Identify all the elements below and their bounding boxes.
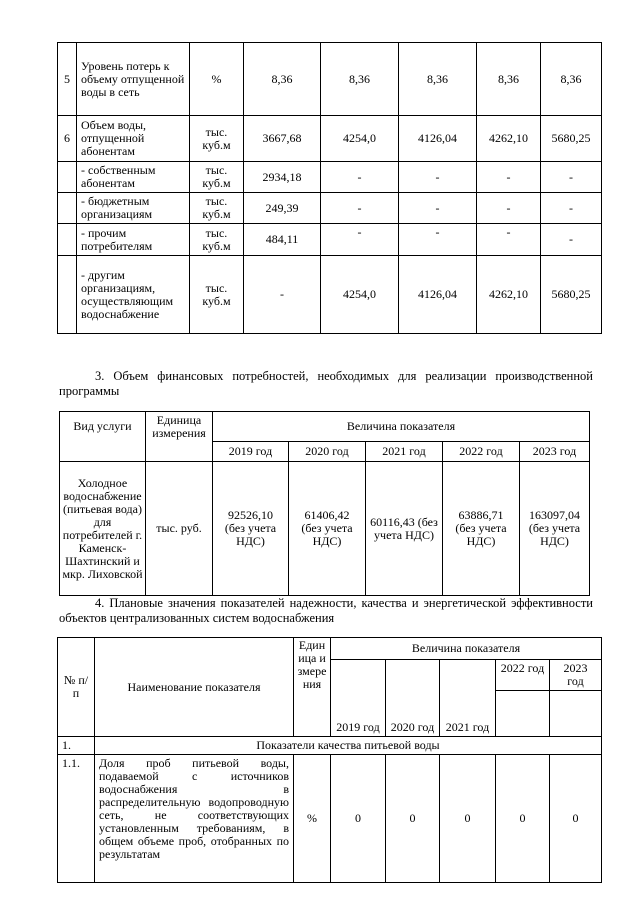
table-row	[58, 256, 602, 334]
value-2021: 4126,04	[399, 256, 477, 334]
value-2020: 8,36	[321, 43, 399, 116]
value-2019: 92526,10 (без учета НДС)	[213, 462, 289, 596]
unit-cell: %	[190, 43, 244, 116]
header-num: № п/п	[58, 638, 95, 737]
value-2019: 8,36	[244, 43, 321, 116]
year-header: 2020 год	[289, 442, 366, 462]
table-header-row	[58, 638, 602, 660]
header-unit: Единица измерения	[146, 412, 213, 462]
financial-needs-table	[59, 411, 590, 596]
table-row	[60, 462, 590, 596]
value-2020: 61406,42 (без учета НДС)	[289, 462, 366, 596]
value-2020: 4254,0	[321, 256, 399, 334]
value-2021: -	[399, 162, 477, 193]
year-header: 2023 год	[550, 660, 602, 691]
value-2023: -	[541, 193, 602, 224]
value-2019: 3667,68	[244, 116, 321, 162]
section-num: 1.	[58, 737, 95, 755]
empty-cell	[550, 691, 602, 737]
unit-cell: тыс. куб.м	[190, 256, 244, 334]
value-2022: 0	[496, 755, 550, 883]
value-2020: -	[321, 162, 399, 193]
value-2023: 5680,25	[541, 116, 602, 162]
value-2019: 484,11	[244, 224, 321, 256]
value-2023: 5680,25	[541, 256, 602, 334]
value-2019: 0	[331, 755, 386, 883]
value-2022: -	[477, 162, 541, 193]
year-header: 2019 год	[213, 442, 289, 462]
row-num: 1.1.	[58, 755, 95, 883]
section-title: Показатели качества питьевой воды	[95, 737, 602, 755]
table-row	[58, 224, 602, 256]
year-header: 2021 год	[366, 442, 443, 462]
value-2022: -	[477, 193, 541, 224]
unit-cell: тыс. куб.м	[190, 193, 244, 224]
indicator-name: - другим организациям, осуществляющим водоснабжение	[77, 256, 190, 334]
value-2020: -	[321, 193, 399, 224]
table-row	[58, 43, 602, 116]
value-2023: 0	[550, 755, 602, 883]
section-3-heading: 3. Объем финансовых потребностей, необходимых для реализации производственной программы	[59, 369, 593, 398]
value-2021: -	[399, 224, 477, 256]
unit-cell: тыс. куб.м	[190, 116, 244, 162]
water-volume-table	[57, 42, 602, 334]
value-2019: 249,39	[244, 193, 321, 224]
unit-cell: тыс. куб.м	[190, 162, 244, 193]
unit-cell: тыс. куб.м	[190, 224, 244, 256]
year-header: 2021 год	[440, 660, 496, 737]
table-row	[58, 116, 602, 162]
table-row	[58, 755, 602, 883]
value-2022: 4262,10	[477, 256, 541, 334]
indicator-name: Уровень потерь к объему отпущенной воды в сеть	[77, 43, 190, 116]
header-unit: Единица измерения	[294, 638, 331, 737]
value-2019: -	[244, 256, 321, 334]
indicator-name: Объем воды, отпущенной абонентам	[77, 116, 190, 162]
value-2021: -	[399, 193, 477, 224]
indicator-name: - бюджетным организациям	[77, 193, 190, 224]
value-2021: 4126,04	[399, 116, 477, 162]
value-2020: -	[321, 224, 399, 256]
unit-cell: %	[294, 755, 331, 883]
value-2020: 0	[386, 755, 440, 883]
value-2023: 8,36	[541, 43, 602, 116]
value-2022: -	[477, 224, 541, 256]
row-num	[58, 224, 77, 256]
value-2023: -	[541, 224, 602, 256]
header-value: Величина показателя	[213, 412, 590, 442]
indicator-name: - прочим потребителям	[77, 224, 190, 256]
indicator-name: - собственным абонентам	[77, 162, 190, 193]
value-2020: 4254,0	[321, 116, 399, 162]
table-header-row	[60, 412, 590, 442]
year-header: 2020 год	[386, 660, 440, 737]
value-2019: 2934,18	[244, 162, 321, 193]
value-2022: 8,36	[477, 43, 541, 116]
table-row	[58, 193, 602, 224]
row-num: 5	[58, 43, 77, 116]
year-header: 2023 год	[520, 442, 590, 462]
year-header: 2019 год	[331, 660, 386, 737]
row-num	[58, 256, 77, 334]
unit-cell: тыс. руб.	[146, 462, 213, 596]
header-service: Вид услуги	[60, 412, 146, 462]
section-4-heading: 4. Плановые значения показателей надежности, качества и энергетической эффективности объектов централизованных систем водоснабжения	[59, 596, 593, 625]
value-2023: 163097,04 (без учета НДС)	[520, 462, 590, 596]
value-2022: 63886,71 (без учета НДС)	[443, 462, 520, 596]
section-row	[58, 737, 602, 755]
year-header: 2022 год	[496, 660, 550, 691]
value-2021: 0	[440, 755, 496, 883]
header-value: Величина показателя	[331, 638, 602, 660]
value-2022: 4262,10	[477, 116, 541, 162]
row-num	[58, 162, 77, 193]
header-name: Наименование показателя	[95, 638, 294, 737]
table-row	[58, 162, 602, 193]
value-2021: 60116,43 (без учета НДС)	[366, 462, 443, 596]
value-2023: -	[541, 162, 602, 193]
year-header: 2022 год	[443, 442, 520, 462]
row-num	[58, 193, 77, 224]
value-2021: 8,36	[399, 43, 477, 116]
row-num: 6	[58, 116, 77, 162]
empty-cell	[496, 691, 550, 737]
service-name: Холодное водоснабжение (питьевая вода) для потребителей г. Каменск-Шахтинский и мкр. Лиховской	[60, 462, 146, 596]
indicator-name: Доля проб питьевой воды, подаваемой с источников водоснабжения в распределительную водопроводную сеть, не соответствующих установленным требованиям, в общем объеме проб, отобранных по результатам	[95, 755, 294, 883]
reliability-indicators-table	[57, 637, 602, 883]
